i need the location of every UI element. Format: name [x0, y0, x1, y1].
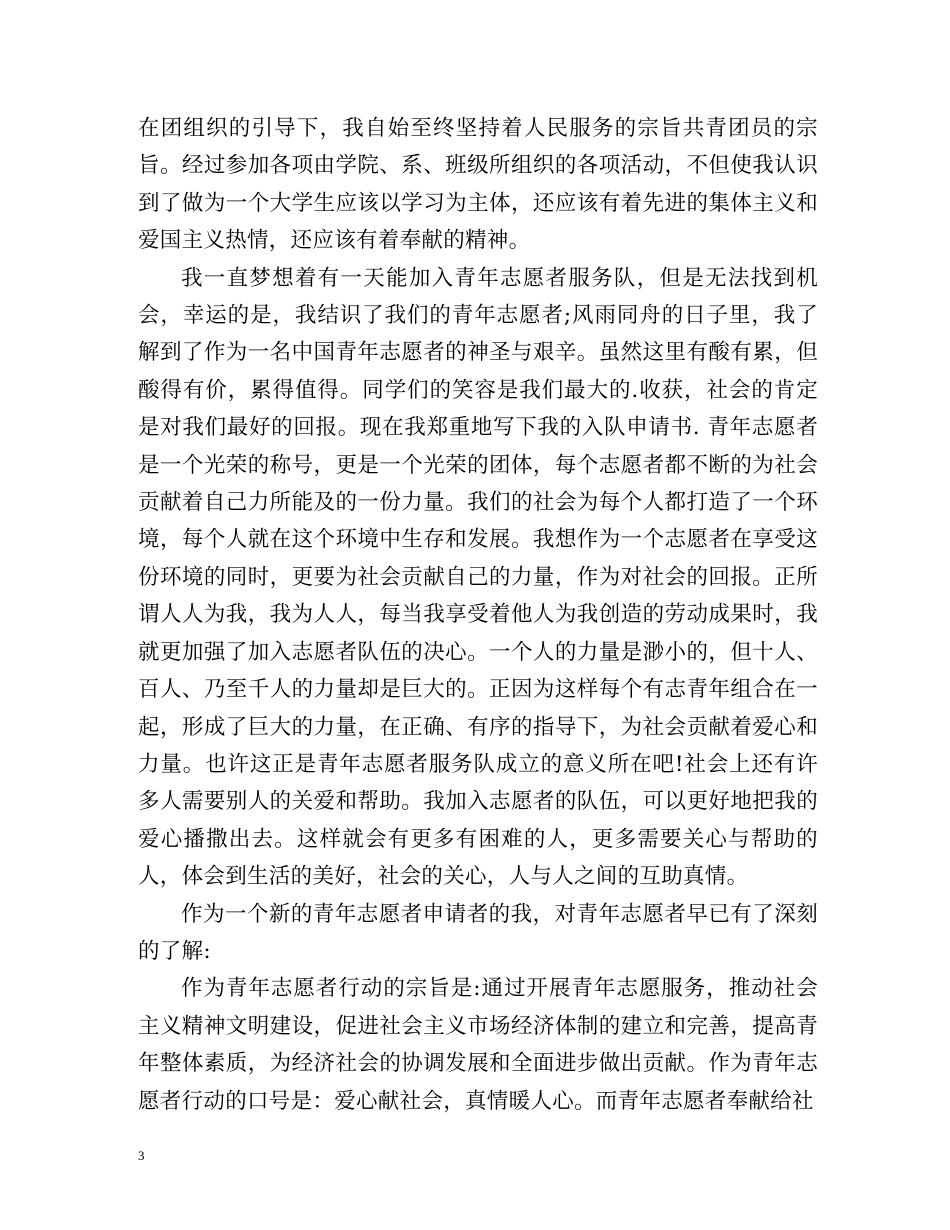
- paragraph-4: 作为青年志愿者行动的宗旨是:通过开展青年志愿服务，推动社会主义精神文明建设，促进社会主义市场经济体制的建立和完善，提高青年整体素质，为经济社会的协调发展和全面进步做出贡献。作为青年志愿者行动的口号是：爱心献社会，真情暖人心。而青年志愿者奉献给社: [138, 976, 818, 1114]
- page-number: 3: [138, 1148, 145, 1163]
- paragraph-3: 作为一个新的青年志愿者申请者的我，对青年志愿者早已有了深刻的了解:: [138, 901, 818, 964]
- paragraph-2: 我一直梦想着有一天能加入青年志愿者服务队，但是无法找到机会，幸运的是，我结识了我们的青年志愿者;风雨同舟的日子里，我了解到了作为一名中国青年志愿者的神圣与艰辛。虽然这里有酸有累，但酸得有价，累得值得。同学们的笑容是我们最大的.收获，社会的肯定是对我们最好的回报。现在我郑重地写下我的入队申请书. 青年志愿者是一个光荣的称号，更是一个光荣的团体，每个志愿者都不断的为社会贡献着自己力所能及的一份力量。我们的社会为每个人都打造了一个环境，每个人就在这个环境中生存和发展。我想作为一个志愿者在享受这份环境的同时，更要为社会贡献自己的力量，作为对社会的回报。正所谓人人为我，我为人人，每当我享受着他人为我创造的劳动成果时，我就更加强了加入志愿者队伍的决心。一个人的力量是渺小的，但十人、百人、乃至千人的力量却是巨大的。正因为这样每个有志青年组合在一起，形成了巨大的力量，在正确、有序的指导下，为社会贡献着爱心和力量。也许这正是青年志愿者服务队成立的意义所在吧!社会上还有许多人需要别人的关爱和帮助。我加入志愿者的队伍，可以更好地把我的爱心播撒出去。这样就会有更多有困难的人，更多需要关心与帮助的人，体会到生活的美好，社会的关心，人与人之间的互助真情。: [138, 265, 818, 890]
- paragraph-1: 在团组织的引导下，我自始至终坚持着人民服务的宗旨共青团员的宗旨。经过参加各项由学院、系、班级所组织的各项活动，不但使我认识到了做为一个大学生应该以学习为主体，还应该有着先进的集体主义和爱国主义热情，还应该有着奉献的精神。: [138, 116, 818, 254]
- document-body: [138, 110, 818, 1120]
